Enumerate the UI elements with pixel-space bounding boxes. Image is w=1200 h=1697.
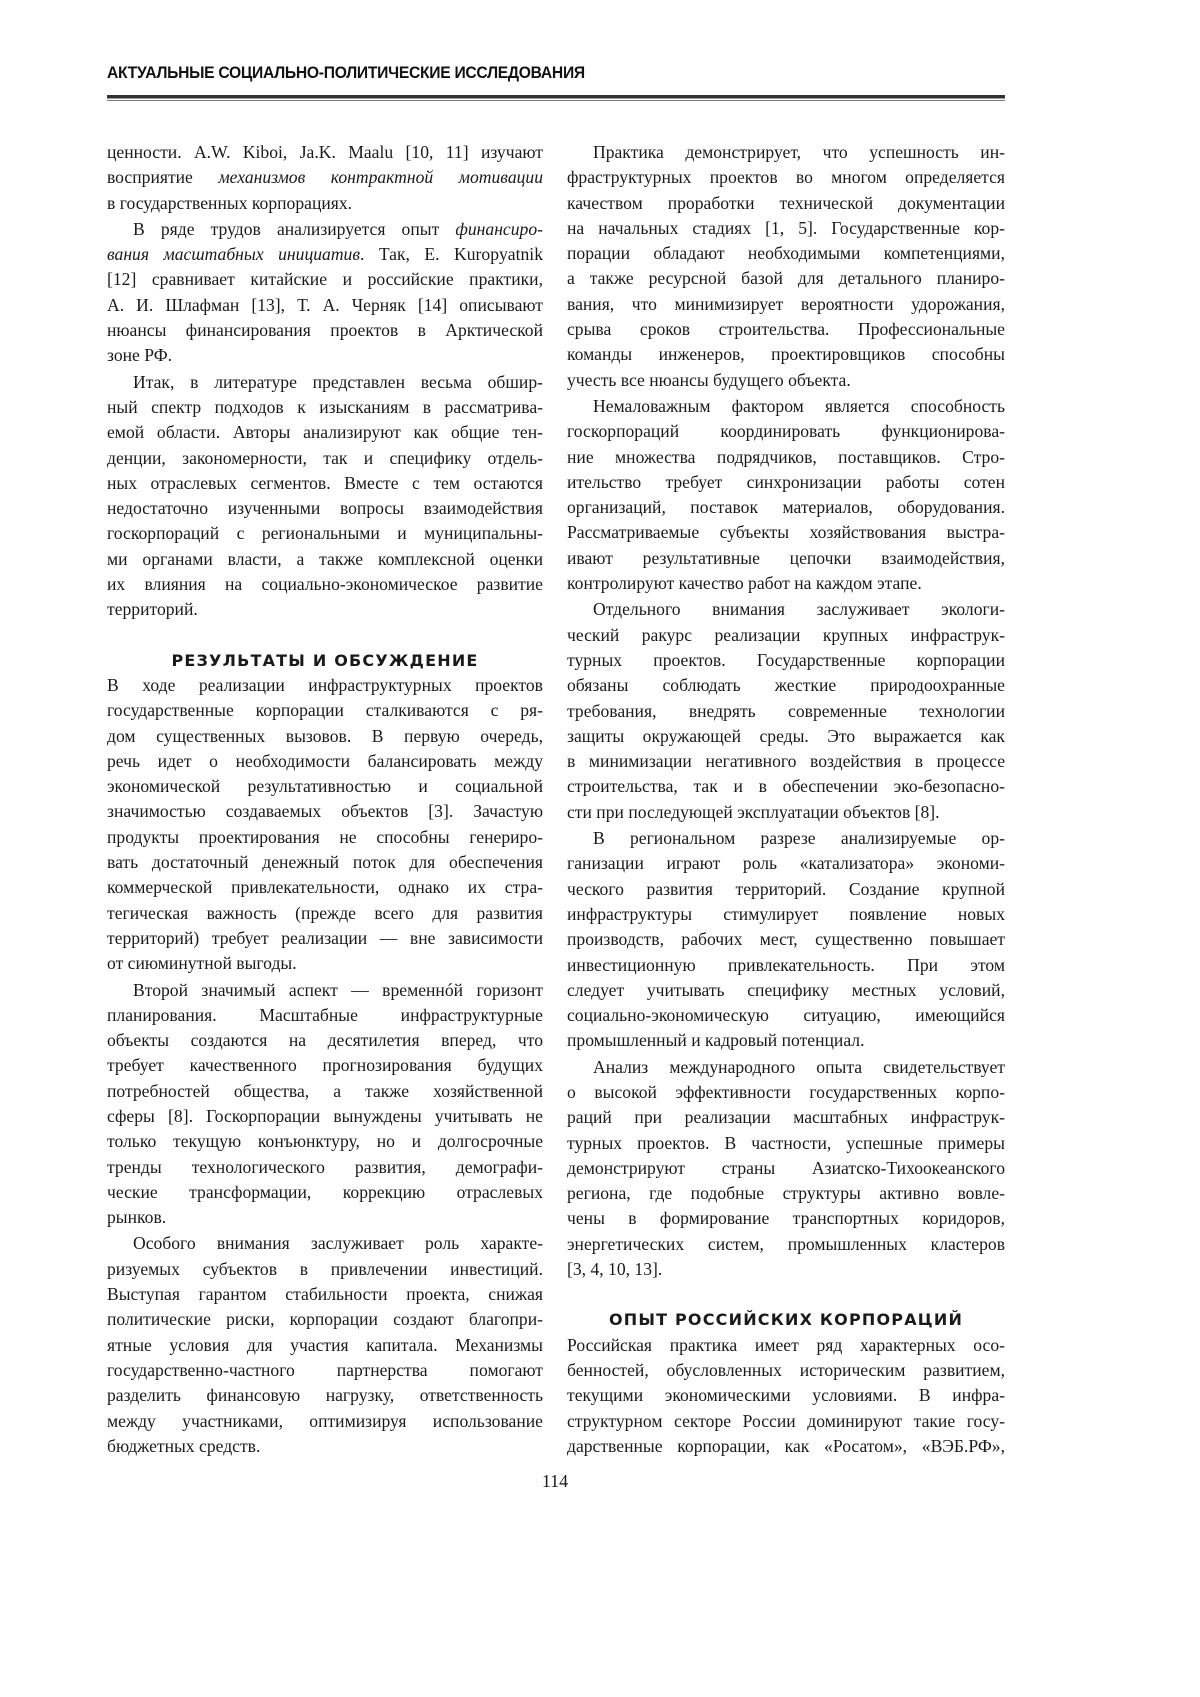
text: восприятие (107, 167, 219, 188)
text-line: значимостью создаваемых объектов [3]. Зачастую (107, 801, 543, 822)
paragraph (567, 140, 1005, 393)
text-line: учесть все нюансы будущего объекта. (567, 369, 851, 390)
text-line: территорий) требует реализации — вне зависимости (107, 927, 543, 948)
text-line: Рассматриваемые субъекты хозяйствования выстра- (567, 522, 1005, 543)
text-line: требования, внедрять современные технологии (567, 700, 1005, 721)
header-rule-thin (107, 100, 1005, 101)
paragraph (107, 673, 543, 977)
text-line: обязаны соблюдать жесткие природоохранные (567, 675, 1005, 696)
paragraph (567, 1055, 1005, 1283)
text-line: политические риски, корпорации создают благопри- (107, 1309, 543, 1330)
text-line: объекты создаются на десятилетия вперед, что (107, 1030, 543, 1051)
paragraph (107, 217, 543, 369)
text-line: территорий. (107, 599, 198, 620)
text-line: зоне РФ. (107, 345, 173, 366)
text-line: [3, 4, 10, 13]. (567, 1259, 663, 1280)
text-line: вания, что минимизирует вероятности удорожания, (567, 293, 1005, 314)
text-line: ческие трансформации, коррекцию отраслевых (107, 1181, 543, 1202)
text-line: планирования. Масштабные инфраструктурные (107, 1004, 543, 1025)
text-line: тренды технологического развития, демографи- (107, 1156, 543, 1177)
text-line: нюансы финансирования проектов в Арктической (107, 320, 543, 341)
text-line: продукты проектирования не способны генериро- (107, 826, 543, 847)
text-line: бенностей, обусловленных историческим развитием, (567, 1359, 1005, 1380)
paragraph (567, 826, 1005, 1054)
text-line: промышленный и кадровый потенциал. (567, 1030, 865, 1051)
right-column (567, 140, 1005, 1460)
text-line: дарственные корпорации, как «Росатом», «ВЭБ.РФ», (567, 1435, 1005, 1456)
text-line: ный спектр подходов к изысканиям в рассматрива- (107, 396, 543, 417)
text-line: дом существенных вызовов. В первую очередь, (107, 725, 543, 746)
text-line: речь идет о необходимости балансировать между (107, 750, 543, 771)
text: . Так, E. Kuropyatnik (359, 244, 543, 265)
text-line: ми органами власти, а также комплексной оценки (107, 548, 543, 569)
page-number: 114 (541, 1471, 569, 1491)
text-line: контролируют качество работ на каждом этапе. (567, 573, 922, 594)
text-line: Немаловажным фактором является способность (593, 395, 1005, 416)
text-line: чены в формирование транспортных коридоров, (567, 1208, 1005, 1229)
running-head: АКТУАЛЬНЫЕ СОЦИАЛЬНО-ПОЛИТИЧЕСКИЕ ИССЛЕДОВАНИЯ (107, 63, 585, 82)
paragraph (107, 978, 543, 1231)
text-line: организаций, поставок материалов, оборудования. (567, 497, 1005, 518)
text-line: ризуемых субъектов в привлечении инвестиций. (107, 1258, 543, 1279)
text-line: турных проектов. В частности, успешные примеры (567, 1132, 1005, 1153)
text-line: госкорпораций координировать функционирова- (567, 421, 1005, 442)
text-line: экономической результативностью и социальной (107, 776, 543, 797)
text-line: Особого внимания заслуживает роль характе- (133, 1233, 543, 1254)
text-line: между участниками, оптимизируя использование (107, 1410, 543, 1431)
text-line: на начальных стадиях [1, 5]. Государственные кор- (567, 217, 1005, 238)
text-line: сти при последующей эксплуатации объектов [8]. (567, 801, 940, 822)
text-line: А. И. Шлафман [13], Т. А. Черняк [14] описывают (107, 294, 543, 315)
text-line: энергетических систем, промышленных кластеров (567, 1233, 1005, 1254)
text-line: ных отраслевых сегментов. Вместе с тем остаются (107, 472, 543, 493)
text-line: Отдельного внимания заслуживает экологи- (593, 599, 1005, 620)
text-line: турных проектов. Государственные корпорации (567, 649, 1005, 670)
text-line: их влияния на социально-экономическое развитие (107, 574, 543, 595)
text-line: рынков. (107, 1207, 167, 1228)
text-line: строительства, так и в обеспечении эко-безопасно- (567, 776, 1005, 797)
header-rule (107, 95, 1005, 99)
text: В ряде трудов анализируется опыт (133, 218, 456, 239)
text-line: а также ресурсной базой для детального планиро- (567, 268, 1005, 289)
paragraph (567, 1333, 1005, 1459)
text-line: ивают результативные цепочки взаимодействия, (567, 547, 1005, 568)
text-line: государственно-частного партнерства помогают (107, 1359, 543, 1380)
paragraph (107, 1231, 543, 1459)
text-line: ительство требует синхронизации работы сотен (567, 471, 1005, 492)
text-line: В региональном разрезе анализируемые ор- (593, 828, 1005, 849)
text-line: Анализ международного опыта свидетельствует (593, 1056, 1005, 1077)
text-line: региона, где подобные структуры активно вовле- (567, 1183, 1005, 1204)
italic-text: механизмов контрактной мотивации (218, 167, 544, 188)
text-line: Российская практика имеет ряд характерных осо- (567, 1334, 1005, 1355)
text-line: ческого развития территорий. Создание крупной (567, 878, 1005, 899)
text-line: разделить финансовую нагрузку, ответственность (107, 1385, 543, 1406)
text-line: сферы [8]. Госкорпорации вынуждены учитывать не (107, 1105, 543, 1126)
paragraph (107, 370, 543, 623)
section-heading: РЕЗУЛЬТАТЫ И ОБСУЖДЕНИЕ (171, 650, 479, 670)
paragraph (567, 394, 1005, 596)
text-line: вать достаточный денежный поток для обеспечения (107, 852, 543, 873)
text-line: раций при реализации масштабных инфраструк- (567, 1107, 1005, 1128)
left-column (107, 140, 543, 1460)
text-line: ние множества подрядчиков, поставщиков. Стро- (567, 446, 1005, 467)
text-line: В ходе реализации инфраструктурных проектов (107, 674, 543, 695)
text-line: емой области. Авторы анализируют как общие тен- (107, 422, 543, 443)
text-line: Итак, в литературе представлен весьма обшир- (133, 371, 543, 392)
text-line: ценности. A.W. Kiboi, Ja.K. Maalu [10, 11] изучают (107, 142, 543, 162)
text-line: ческий ракурс реализации крупных инфраструк- (567, 624, 1005, 645)
text-line: только текущую конъюнктуру, но и долгосрочные (107, 1131, 543, 1152)
text-line: потребностей общества, а также хозяйственной (107, 1080, 543, 1101)
text-line: следует учитывать специфику местных условий, (567, 979, 1005, 1000)
text-line: тегическая важность (прежде всего для развития (107, 902, 543, 923)
text-line: [12] сравнивает китайские и российские практики, (107, 269, 543, 290)
text-line: текущими экономическими условиями. В инфра- (567, 1385, 1005, 1406)
text-line: команды инженеров, проектировщиков способны (567, 344, 1005, 365)
text-line: Практика демонстрирует, что успешность ин- (593, 142, 1005, 162)
text-line: ятные условия для участия капитала. Механизмы (107, 1334, 543, 1355)
text-line: демонстрируют страны Азиатско-Тихоокеанского (567, 1157, 1005, 1178)
text-line: защиты окружающей среды. Это выражается как (567, 725, 1005, 746)
text-line: коммерческой привлекательности, однако их стра- (107, 877, 543, 898)
text-line: ганизации играют роль «катализатора» экономи- (567, 853, 1005, 874)
text-line: срыва сроков строительства. Профессиональные (567, 319, 1005, 340)
text-line: в государственных корпорациях. (107, 192, 353, 213)
text-line: Выступая гарантом стабильности проекта, снижая (107, 1284, 543, 1305)
text-line: структурном секторе России доминируют такие госу- (567, 1410, 1005, 1431)
text-line: госкорпораций с региональными и муниципальны- (107, 523, 543, 544)
italic-text: вания масштабных инициатив (107, 244, 360, 265)
text-line: от сиюминутной выгоды. (107, 953, 297, 974)
text-line: порации обладают необходимыми компетенциями, (567, 243, 1005, 264)
text-line: Второй значимый аспект — временнóй горизонт (133, 979, 543, 1000)
text-line: в минимизации негативного воздействия в процессе (567, 751, 1005, 772)
text-line (107, 242, 543, 267)
paragraph (107, 140, 543, 216)
text-line: фраструктурных проектов во многом определяется (567, 167, 1005, 188)
text-line: инфраструктуры стимулирует появление новых (567, 903, 1005, 924)
text-line (107, 165, 543, 190)
text-line (107, 217, 543, 242)
text-line: денции, закономерности, так и специфику отдель- (107, 447, 543, 468)
text-line: государственные корпорации сталкиваются с ря- (107, 700, 543, 721)
text-line: недостаточно изученными вопросы взаимодействия (107, 498, 543, 519)
text-line: качеством проработки технической документации (567, 192, 1005, 213)
text-line: социально-экономическую ситуацию, имеющийся (567, 1005, 1005, 1026)
italic-text: финансиро- (455, 218, 543, 239)
text-line: инвестиционную привлекательность. При этом (567, 954, 1005, 975)
text-line: бюджетных средств. (107, 1435, 261, 1456)
section-heading: ОПЫТ РОССИЙСКИХ КОРПОРАЦИЙ (608, 1310, 964, 1330)
text-line: требует качественного прогнозирования будущих (107, 1055, 543, 1076)
text-line: производств, рабочих мест, существенно повышает (567, 929, 1005, 950)
paragraph (567, 597, 1005, 825)
text-line: о высокой эффективности государственных корпо- (567, 1081, 1005, 1102)
